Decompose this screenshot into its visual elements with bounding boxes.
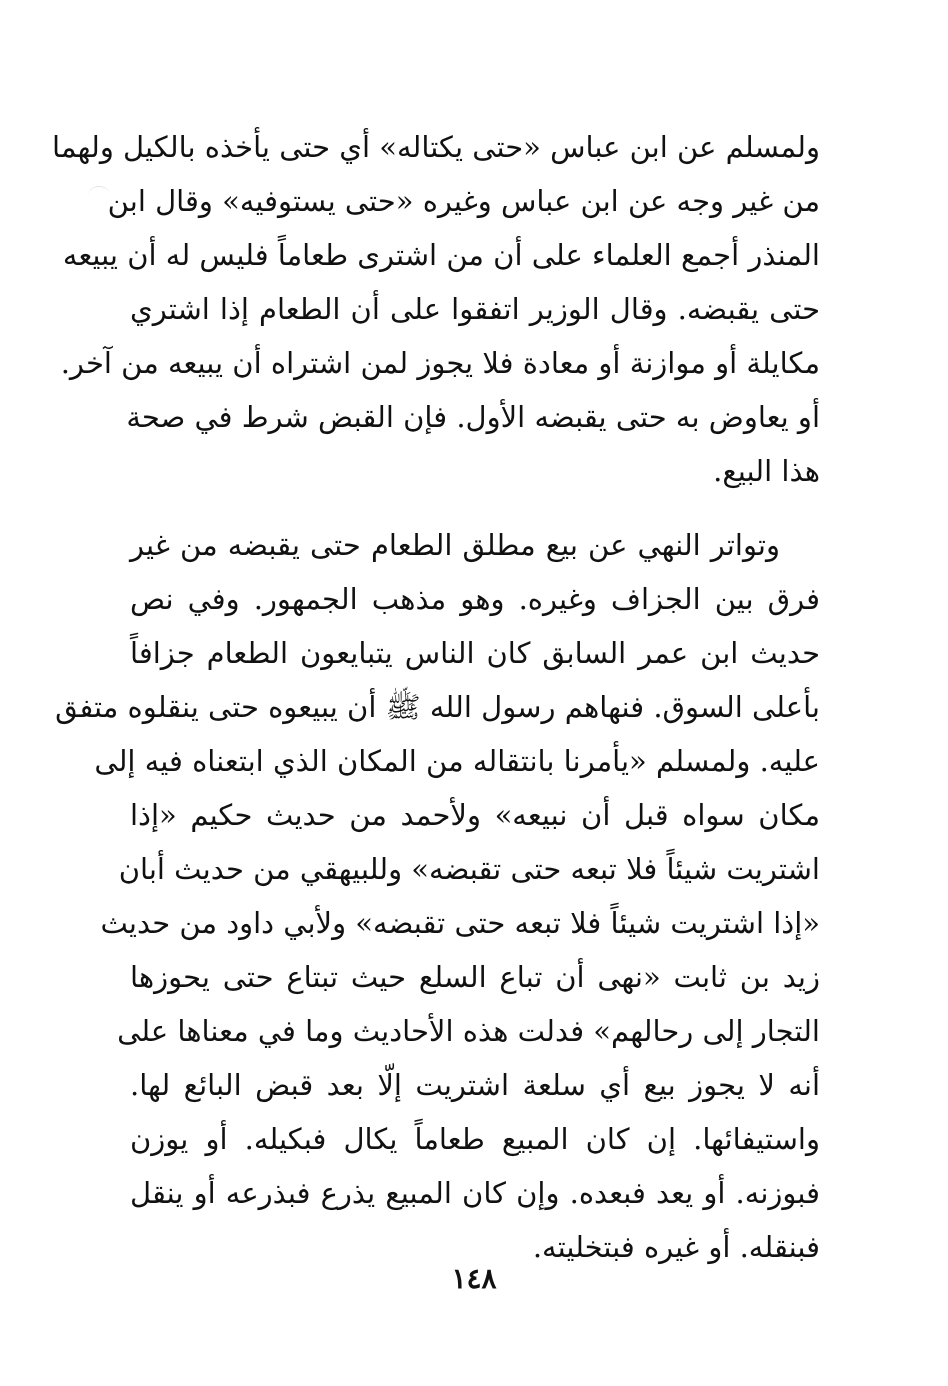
text-line: بأعلى السوق. فنهاهم رسول الله ﷺ أن يبيعوه حتى ينقلوه متفق: [55, 690, 820, 724]
text-line: مكايلة أو موازنة أو معادة فلا يجوز لمن اشتراه أن يبيعه من آخر.: [60, 346, 820, 380]
text-line: حديث ابن عمر السابق كان الناس يتبايعون الطعام جزافاً: [130, 636, 820, 670]
text-line: واستيفائها. إن كان المبيع طعاماً يكال فبكيله. أو يوزن: [130, 1122, 820, 1156]
page-number: ١٤٨: [451, 1262, 497, 1295]
text-line: أنه لا يجوز بيع أي سلعة اشتريت إلّا بعد قبض البائع لها.: [130, 1068, 820, 1102]
text-line: حتى يقبضه. وقال الوزير اتفقوا على أن الطعام إذا اشتري: [130, 292, 820, 326]
text-line: المنذر أجمع العلماء على أن من اشترى طعاماً فليس له أن يبيعه: [62, 238, 820, 272]
paragraph-1: [52, 120, 820, 498]
text-line: فبوزنه. أو يعد فبعده. وإن كان المبيع يذرع فبذرعه أو ينقل: [130, 1176, 820, 1210]
text-line: مكان سواه قبل أن نبيعه» ولأحمد من حديث حكيم «إذا: [130, 798, 820, 832]
text-line: اشتريت شيئاً فلا تبعه حتى تقبضه» وللبيهقي من حديث أبان: [118, 852, 820, 886]
text-line: زيد بن ثابت «نهى أن تباع السلع حيث تبتاع حتى يحوزها: [130, 960, 820, 994]
paragraph-2: [55, 518, 820, 1274]
text-line: أو يعاوض به حتى يقبضه الأول. فإن القبض شرط في صحة: [126, 400, 820, 434]
text-line: فرق بين الجزاف وغيره. وهو مذهب الجمهور. وفي نص: [130, 582, 820, 616]
text-line: ولمسلم عن ابن عباس «حتى يكتاله» أي حتى يأخذه بالكيل ولهما: [52, 130, 820, 164]
text-line: فبنقله. أو غيره فبتخليته.: [532, 1230, 820, 1264]
text-line: «إذا اشتريت شيئاً فلا تبعه حتى تقبضه» ولأبي داود من حديث: [100, 906, 820, 940]
text-line: التجار إلى رحالهم» فدلت هذه الأحاديث وما في معناها على: [117, 1014, 820, 1048]
text-line: هذا البيع.: [713, 454, 820, 488]
text-line: من غير وجه عن ابن عباس وغيره «حتى يستوفيه» وقال ابن: [107, 184, 820, 218]
text-line: وتواتر النهي عن بيع مطلق الطعام حتى يقبضه من غير: [130, 528, 780, 562]
margin-mark: [88, 186, 110, 205]
text-line: عليه. ولمسلم «يأمرنا بانتقاله من المكان الذي ابتعناه فيه إلى: [94, 744, 820, 778]
